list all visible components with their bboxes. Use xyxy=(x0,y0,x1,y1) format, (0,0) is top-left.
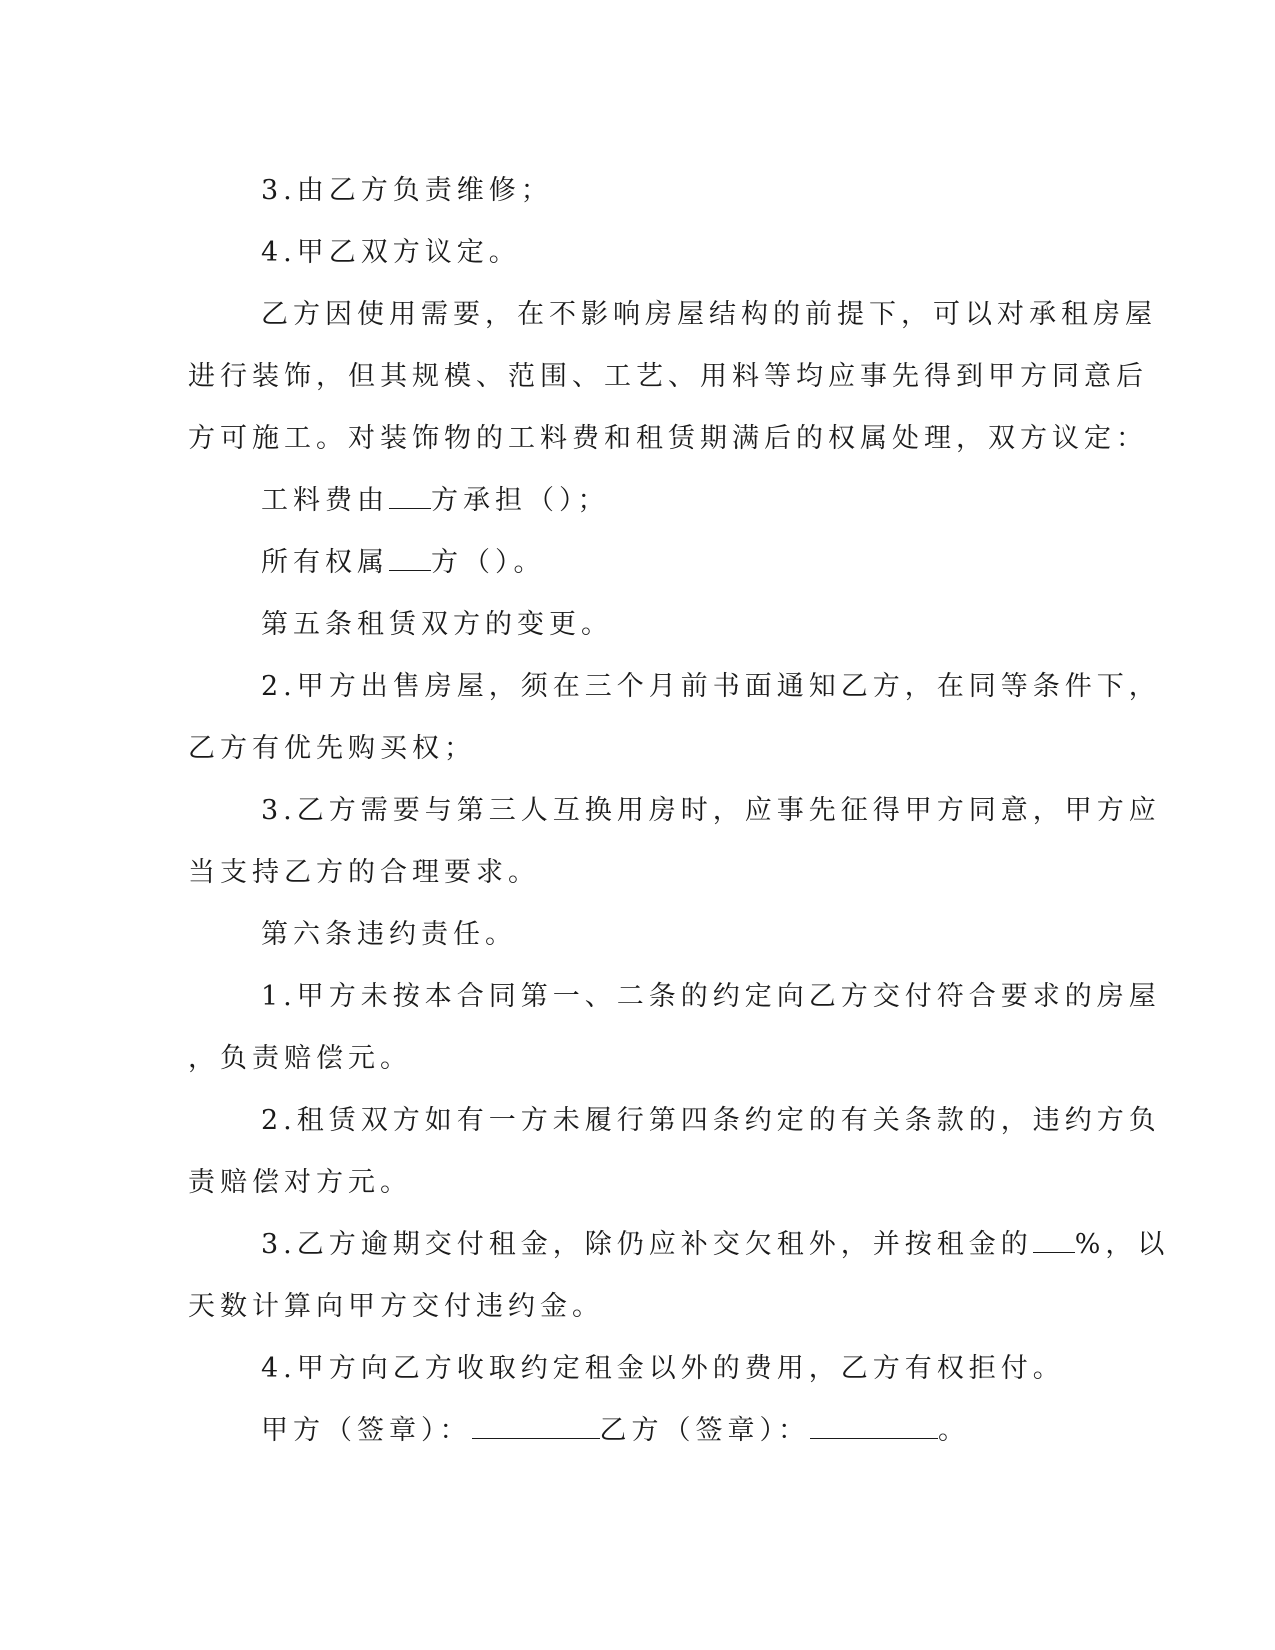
line-text: 乙方有优先购买权； xyxy=(188,733,476,764)
party-b-signature-blank xyxy=(810,1416,938,1439)
line-text: 所有权属 xyxy=(261,547,389,578)
line-text: 2.甲方出售房屋，须在三个月前书面通知乙方，在同等条件下， xyxy=(261,671,1161,702)
line-text: 工料费由 xyxy=(261,485,389,516)
fill-in-blank xyxy=(389,486,431,509)
line-text: 1.甲方未按本合同第一、二条的约定向乙方交付符合要求的房屋 xyxy=(261,981,1161,1012)
document-page xyxy=(188,160,1170,1462)
paragraph-line xyxy=(188,718,1068,780)
line-text: 3.乙方需要与第三人互换用房时，应事先征得甲方同意，甲方应 xyxy=(261,795,1161,826)
paragraph-line xyxy=(188,1090,1161,1152)
section-heading xyxy=(188,594,1068,656)
line-text: 2.租赁双方如有一方未履行第四条约定的有关条款的，违约方负 xyxy=(261,1105,1161,1136)
signature-line xyxy=(188,1400,1068,1462)
line-text: 第六条违约责任。 xyxy=(261,919,517,950)
party-a-signature-blank xyxy=(472,1416,600,1439)
paragraph-line xyxy=(188,1152,1068,1214)
line-text: 方可施工。对装饰物的工料费和租赁期满后的权属处理，双方议定： xyxy=(188,423,1148,454)
line-text: 3.乙方逾期交付租金，除仍应补交欠租外，并按租金的 xyxy=(261,1229,1033,1260)
fill-in-blank xyxy=(389,548,431,571)
line-text: 4.甲方向乙方收取约定租金以外的费用，乙方有权拒付。 xyxy=(261,1353,1065,1384)
paragraph-line xyxy=(188,842,1068,904)
paragraph-line xyxy=(188,966,1161,1028)
paragraph-line xyxy=(188,1028,1068,1090)
paragraph-line xyxy=(188,470,1068,532)
paragraph-line xyxy=(188,780,1161,842)
paragraph-line xyxy=(188,532,1068,594)
paragraph-line xyxy=(188,1214,1170,1276)
paragraph-line xyxy=(188,1276,1068,1338)
line-text: 进行装饰，但其规模、范围、工艺、用料等均应事先得到甲方同意后 xyxy=(188,361,1148,392)
party-b-signature-label: 乙方（签章）： xyxy=(599,1415,810,1446)
paragraph-line xyxy=(188,1338,1068,1400)
paragraph-line xyxy=(188,346,1148,408)
line-text: 天数计算向甲方交付违约金。 xyxy=(188,1291,604,1322)
section-heading xyxy=(188,904,1068,966)
line-text: 方（）。 xyxy=(431,547,546,578)
paragraph-line xyxy=(188,222,1068,284)
paragraph-line xyxy=(188,656,1161,718)
fill-in-blank xyxy=(1033,1230,1075,1253)
line-text: 责赔偿对方元。 xyxy=(188,1167,412,1198)
paragraph-line xyxy=(188,284,1157,346)
line-text: 。 xyxy=(938,1415,970,1446)
line-text: 当支持乙方的合理要求。 xyxy=(188,857,540,888)
paragraph-line xyxy=(188,408,1148,470)
line-text: 方承担（）； xyxy=(431,485,610,516)
line-text: 乙方因使用需要，在不影响房屋结构的前提下，可以对承租房屋 xyxy=(261,299,1157,330)
paragraph-line xyxy=(188,160,1068,222)
line-text: %，以 xyxy=(1074,1229,1170,1260)
line-text: 3.由乙方负责维修； xyxy=(261,175,553,206)
line-text: 第五条租赁双方的变更。 xyxy=(261,609,613,640)
line-text: 4.甲乙双方议定。 xyxy=(261,237,521,268)
line-text: ，负责赔偿元。 xyxy=(188,1043,412,1074)
party-a-signature-label: 甲方（签章）： xyxy=(261,1415,472,1446)
